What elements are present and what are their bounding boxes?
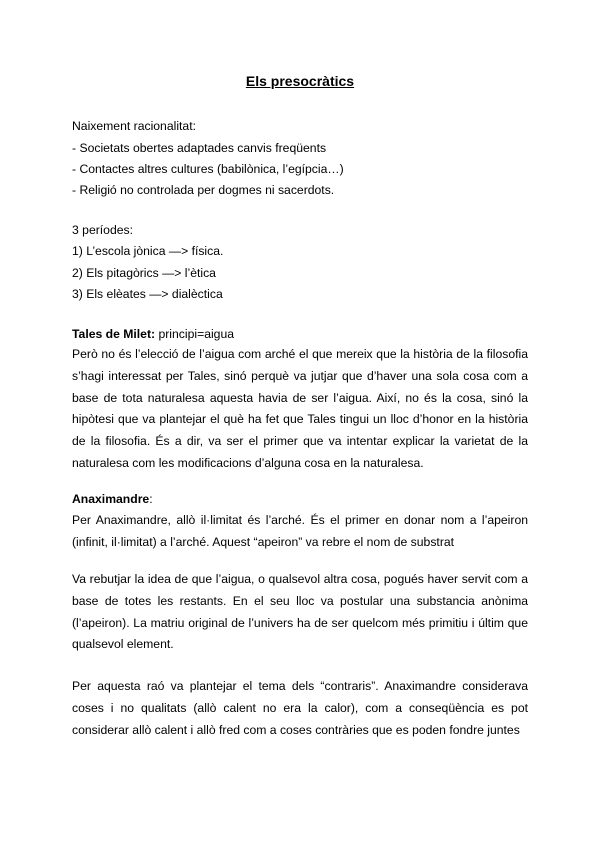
birth-item-1: - Societats obertes adaptades canvis freqüents (72, 141, 327, 155)
period-item-3: 3) Els elèates —> dialèctica (72, 287, 223, 301)
anaximandre-paragraph-2: Va rebutjar la idea de que l’aigua, o qualsevol altra cosa, pogués haver servit com a base de totes les restants. En el seu lloc va postular una substancia anònima (l’apeiron). La matriu original de l’univers ha de ser quelcom més primitiu i últim que qualsevol element. (72, 572, 528, 652)
period-item-2: 2) Els pitagòrics —> l’ètica (72, 266, 216, 280)
document-title: Els presocràtics (245, 73, 355, 89)
birth-item-3: - Religió no controlada per dogmes ni sacerdots. (72, 183, 335, 197)
anaximandre-colon: : (149, 492, 153, 506)
anaximandre-heading (72, 492, 153, 507)
tales-paragraph: Però no és l’elecció de l’aigua com arché el que mereix que la història de la filosofia s’hagi interessat per Tales, sinó perquè va jutjar que d’haver una sola cosa com a base de tota naturalesa aquesta havia de ser l’aigua. Així, no és la cosa, sinó la hipòtesi que va plantejar el què ha fet que Tales tingui un lloc d’honor en la història de la filosofia. És a dir, va ser el primer que va intentar explicar la varietat de la naturalesa com les modificacions d’alguna cosa en la naturalesa. (72, 347, 528, 470)
tales-subtitle: principi=aigua (155, 327, 235, 341)
birth-item-2: - Contactes altres cultures (babilònica, l’egípcia…) (72, 162, 344, 176)
anaximandre-name: Anaximandre (72, 492, 150, 506)
tales-name: Tales de Milet: (72, 327, 156, 341)
period-item-1: 1) L’escola jònica —> física. (72, 244, 224, 258)
section-birth-heading: Naixement racionalitat: (72, 119, 196, 133)
tales-heading (72, 327, 234, 342)
section-periods-heading: 3 períodes: (72, 223, 133, 237)
anaximandre-paragraph-1: Per Anaximandre, allò il·limitat és l’arché. És el primer en donar nom a l’apeiron (infinit, il·limitat) a l’arché. Aquest “apeiron” va rebre el nom de substrat (72, 513, 528, 549)
anaximandre-paragraph-3: Per aquesta raó va plantejar el tema dels “contraris”. Anaximandre considerava coses i no qualitats (allò calent no era la calor), com a conseqüència es pot considerar allò calent i allò fred com a coses contràries que es poden fondre juntes (72, 679, 528, 737)
